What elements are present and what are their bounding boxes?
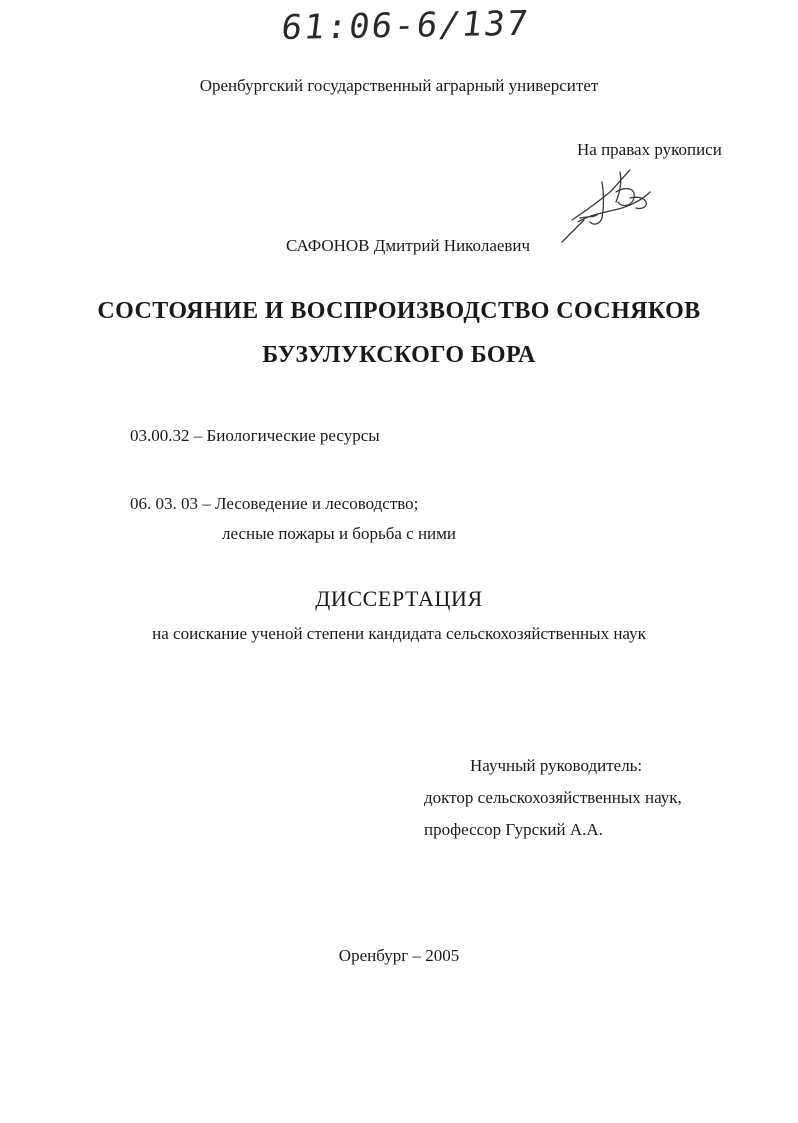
- rights-notice: На правах рукописи: [577, 140, 722, 159]
- supervisor-name: профессор Гурский А.А.: [424, 820, 603, 839]
- title-line-1: СОСТОЯНИЕ И ВОСПРОИЗВОДСТВО СОСНЯКОВ: [97, 298, 701, 324]
- author-name: САФОНОВ Дмитрий Николаевич: [286, 236, 531, 255]
- title-line-2: БУЗУЛУКСКОГО БОРА: [262, 342, 536, 368]
- supervisor-label: Научный руководитель:: [470, 756, 643, 775]
- specialty-2-line-2: лесные пожары и борьба с ними: [222, 524, 456, 543]
- university-name: Оренбургский государственный аграрный университет: [199, 76, 599, 95]
- supervisor-degree: доктор сельскохозяйственных наук,: [424, 788, 682, 807]
- specialty-2-line-1: 06. 03. 03 – Лесоведение и лесоводство;: [130, 494, 419, 513]
- city-year: Оренбург – 2005: [338, 946, 460, 965]
- document-type: ДИССЕРТАЦИЯ: [315, 586, 483, 611]
- handwritten-signature: [560, 162, 670, 252]
- degree-sought: на соискание ученой степени кандидата сельскохозяйственных наук: [152, 624, 646, 643]
- archive-stamp: 61:06-6/137: [279, 3, 532, 48]
- specialty-1: 03.00.32 – Биологические ресурсы: [130, 426, 380, 445]
